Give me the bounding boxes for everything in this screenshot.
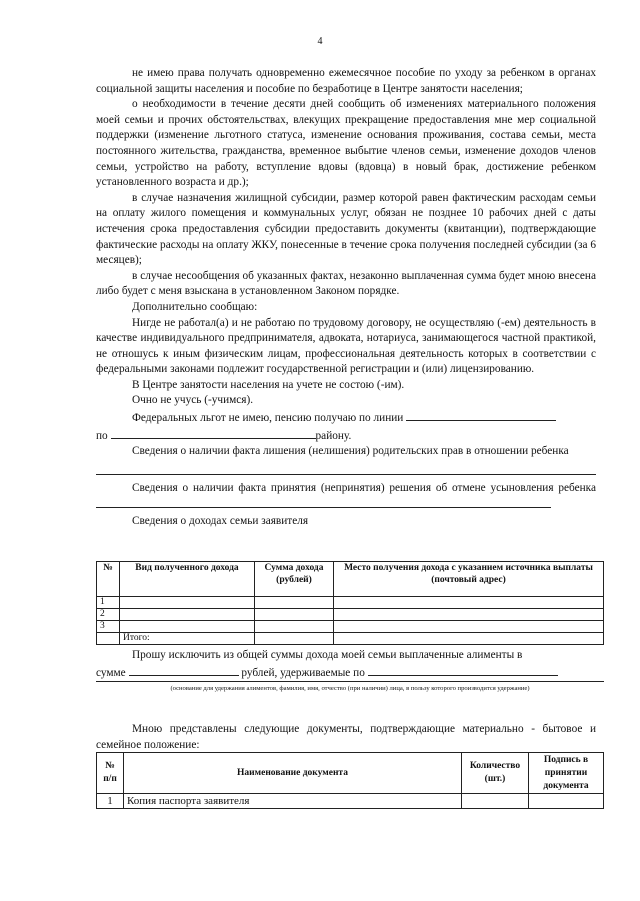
district-field[interactable] [111,427,316,439]
paragraph: не имею права получать одновременно ежемесячное пособие по уходу за ребенком в органах социальной защиты населения и пособие по безработице в Центре занятости населения; [96,67,596,95]
cell[interactable] [334,621,604,633]
table-row [97,794,604,809]
col-header: Сумма дохода (рублей) [255,562,334,597]
income-table [96,561,604,645]
cell[interactable] [334,609,604,621]
col-header: Наименование документа [124,753,462,794]
sum-label: сумме [96,666,126,679]
alimony-note: (основание для удержания алиментов, фамилия, имя, отчество (при наличии) лица, в пользу которого производится удержание) [96,681,604,692]
parental-rights-text: Сведения о наличии факта лишения (нелишения) родительских прав в отношении ребенка [132,445,569,458]
row-number: 1 [97,597,120,609]
cell[interactable] [334,633,604,645]
paragraph: Очно не учусь (-учимся). [132,394,254,407]
col-header: № [97,562,120,597]
col-header: Количество (шт.) [462,753,529,794]
cell [97,633,120,645]
documents-table [96,752,604,809]
table-row [97,609,604,621]
rub-label: рублей, удерживаемые по [241,666,365,679]
adoption-label: Сведения о наличии факта принятия (непринятия) решения об отмене усыновления ребенка [132,481,596,494]
cell[interactable] [120,621,255,633]
district-prefix: по [96,429,108,442]
alimony-line: Прошу исключить из общей суммы дохода моей семьи выплаченные алименты в [132,649,523,661]
cell[interactable] [255,597,334,609]
row-number: 1 [97,794,124,809]
total-row [97,633,604,645]
district-suffix: району. [315,429,352,442]
row-number: 2 [97,609,120,621]
cell[interactable] [120,609,255,621]
table-row [97,621,604,633]
paragraph: о необходимости в течение десяти дней сообщить об изменениях материального положения моей семьи и прочих обстоятельствах, влекущих прекращение предоставления мне мер социальной поддержки (изменение льготного статуса, изменение основания проживания, состава семьи, места постоянного жительства, гражданства, временное выбытие членов семьи, изменение доходов членов семьи, устройство на работу, вступление вдовы (вдовца) в новый брак, достижение ребенком установленного возраста и др.); [96,98,596,189]
cell[interactable] [255,621,334,633]
docs-intro [96,722,596,753]
adoption-text [96,481,596,514]
alimony-section [96,648,596,681]
paragraph: в случае назначения жилищной субсидии, размер которой равен фактическим расходам семьи на оплату жилого помещения и коммунальных услуг, обязан не позднее 10 рабочих дней с даты истечения срока предоставления субсидии предоставить документы (квитанции), подтверждающие фактические расходы на оплату ЖКУ, понесенные в течение срока получения последней субсидии (за 6 месяцев); [96,191,596,267]
quantity-cell[interactable] [462,794,529,809]
statement-text [96,66,596,530]
col-header: Вид полученного дохода [120,562,255,597]
cell[interactable] [255,633,334,645]
pension-field[interactable] [406,409,556,421]
alimony-basis-field[interactable] [368,664,558,676]
col-header: Место получения дохода с указанием источника выплаты (почтовый адрес) [334,562,604,597]
pension-label: Федеральных льгот не имею, пенсию получаю по линии [132,412,404,425]
paragraph: в случае несообщения об указанных фактах, незаконно выплаченная сумма будет мною внесена либо будет с меня взыскана в установленном Законом порядке. [96,269,596,298]
col-header: Подпись в принятии документа [529,753,604,794]
table-row [97,597,604,609]
page-number: 4 [317,36,323,47]
alimony-sum-line [96,664,596,682]
parental-rights-field[interactable] [96,462,596,475]
document-name: Копия паспорта заявителя [124,794,462,809]
cell[interactable] [120,597,255,609]
paragraph: Нигде не работал(а) и не работаю по трудовому договору, не осуществляю (-ем) деятельность в качестве индивидуального предпринимателя, адвоката, нотариуса, занимающегося частной практикой, не отношусь к иным физическим лицам, профессиональная деятельность которых в соответствии с федеральными законами подлежит государственной регистрации и (или) лицензированию. [96,316,596,376]
adoption-field[interactable] [96,496,551,508]
paragraph: Дополнительно сообщаю: [132,300,258,313]
pension-line [96,409,596,427]
district-line [96,427,596,445]
cell[interactable] [255,609,334,621]
alimony-sum-field[interactable] [129,664,239,676]
paragraph: В Центре занятости населения на учете не состою (-им). [132,378,405,391]
signature-cell[interactable] [529,794,604,809]
col-header: № п/п [97,753,124,794]
income-title: Сведения о доходах семьи заявителя [132,515,309,528]
total-label: Итого: [120,633,255,645]
cell[interactable] [334,597,604,609]
docs-intro-text: Мною представлены следующие документы, подтверждающие материально - бытовое и семейное положение: [96,723,596,751]
row-number: 3 [97,621,120,633]
